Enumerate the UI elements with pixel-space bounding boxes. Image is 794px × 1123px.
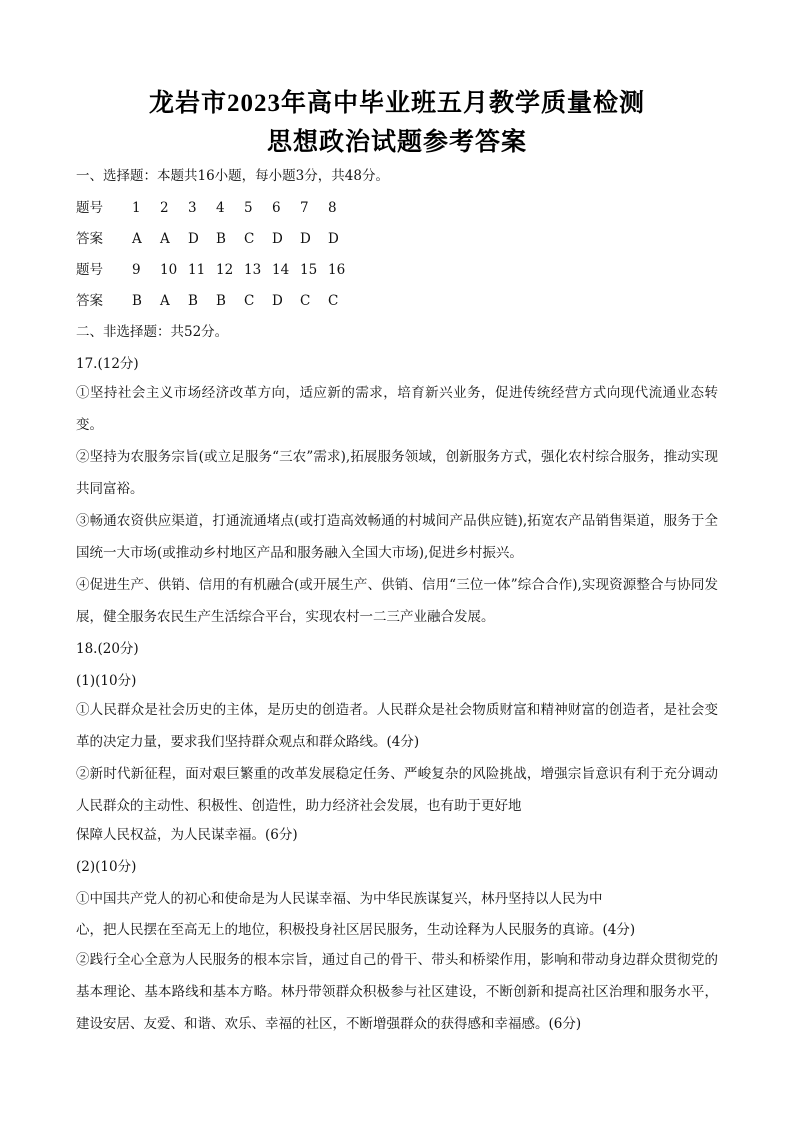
answer-paragraph: ②践行全心全意为人民服务的根本宗旨，通过自己的骨干、带头和桥梁作用，影响和带动身边群众贯彻党的基本理论、基本路线和基本方略。林丹带领群众积极参与社区建设，不断创新和提高社区治理和服务水平，建设安居、友爱、和谐、欢乐、幸福的社区，不断增强群众的获得感和幸福感。(6分) bbox=[76, 952, 718, 1032]
answer-paragraph: ①人民群众是社会历史的主体，是历史的创造者。人民群众是社会物质财富和精神财富的创造者，是社会变革的决定力量，要求我们坚持群众观点和群众路线。(4分) bbox=[76, 702, 718, 750]
table-cell: D bbox=[300, 231, 311, 247]
table-cell: 10 bbox=[160, 262, 178, 278]
answer-line: ①中国共产党人的初心和使命是为人民谋幸福、为中华民族谋复兴，林丹坚持以人民为中 bbox=[76, 891, 603, 907]
answer-paragraph: ③畅通农资供应渠道，打通流通堵点(或打造高效畅通的村城间产品供应链),拓宽农产品销售渠道，服务于全国统一大市场(或推动乡村地区产品和服务融入全国大市场),促进乡村振兴。 bbox=[76, 513, 718, 561]
table-cell: 13 bbox=[244, 262, 262, 278]
table-cell: D bbox=[272, 293, 283, 309]
row-label: 题号 bbox=[76, 200, 103, 216]
row-label: 题号 bbox=[76, 262, 103, 278]
table-cell: A bbox=[132, 231, 142, 247]
table-cell: A bbox=[160, 231, 170, 247]
row-label: 答案 bbox=[76, 293, 103, 309]
table-cell: 3 bbox=[188, 200, 197, 216]
answer-line: 保障人民权益，为人民谋幸福。(6分) bbox=[76, 827, 298, 843]
table-cell: D bbox=[328, 231, 339, 247]
answer-paragraph: ④促进生产、供销、信用的有机融合(或开展生产、供销、信用“三位一体”综合合作),实现资源整合与协同发展，健全服务农民生产生活综合平台，实现农村一二三产业融合发展。 bbox=[76, 577, 718, 625]
table-cell: B bbox=[132, 293, 142, 309]
table-cell: 1 bbox=[132, 200, 141, 216]
table-cell: 4 bbox=[216, 200, 225, 216]
answer-line: 心，把人民摆在至高无上的地位，积极投身社区居民服务，生动诠释为人民服务的真谛。(4分) bbox=[76, 922, 636, 938]
table-cell: 11 bbox=[188, 262, 206, 278]
document-title: 龙岩市2023年高中毕业班五月教学质量检测 bbox=[148, 90, 645, 117]
table-cell: 8 bbox=[328, 200, 337, 216]
answer-paragraph: ②坚持为农服务宗旨(或立足服务“三农”需求),拓展服务领域，创新服务方式，强化农村综合服务，推动实现共同富裕。 bbox=[76, 449, 718, 497]
table-cell: B bbox=[216, 231, 226, 247]
table-cell: D bbox=[272, 231, 283, 247]
table-cell: B bbox=[188, 293, 198, 309]
table-cell: 5 bbox=[244, 200, 253, 216]
row-label: 答案 bbox=[76, 231, 103, 247]
section2-heading: 二、非选择题：共52分。 bbox=[76, 324, 229, 340]
table-cell: D bbox=[188, 231, 199, 247]
table-cell: C bbox=[328, 293, 339, 309]
table-cell: C bbox=[244, 231, 255, 247]
table-cell: 15 bbox=[300, 262, 318, 278]
question-18-heading: 18.(20分) bbox=[76, 641, 139, 657]
table-cell: 2 bbox=[160, 200, 169, 216]
answer-paragraph: ②新时代新征程，面对艰巨繁重的改革发展稳定任务、严峻复杂的风险挑战，增强宗旨意识有利于充分调动人民群众的主动性、积极性、创造性，助力经济社会发展，也有助于更好地 bbox=[76, 766, 718, 814]
table-cell: C bbox=[300, 293, 311, 309]
table-cell: 9 bbox=[132, 262, 141, 278]
table-cell: B bbox=[216, 293, 226, 309]
table-cell: 16 bbox=[328, 262, 346, 278]
table-cell: C bbox=[244, 293, 255, 309]
table-cell: 7 bbox=[300, 200, 309, 216]
document-subtitle: 思想政治试题参考答案 bbox=[266, 129, 527, 156]
table-cell: A bbox=[160, 293, 170, 309]
table-cell: 14 bbox=[272, 262, 290, 278]
subquestion-1-heading: (1)(10分) bbox=[76, 673, 137, 689]
section1-heading: 一、选择题：本题共16小题，每小题3分，共48分。 bbox=[76, 168, 389, 184]
subquestion-2-heading: (2)(10分) bbox=[76, 859, 137, 875]
answer-paragraph: ①坚持社会主义市场经济改革方向，适应新的需求，培育新兴业务，促进传统经营方式向现代流通业态转变。 bbox=[76, 385, 718, 433]
question-17-heading: 17.(12分) bbox=[76, 356, 139, 372]
table-cell: 12 bbox=[216, 262, 234, 278]
table-cell: 6 bbox=[272, 200, 281, 216]
